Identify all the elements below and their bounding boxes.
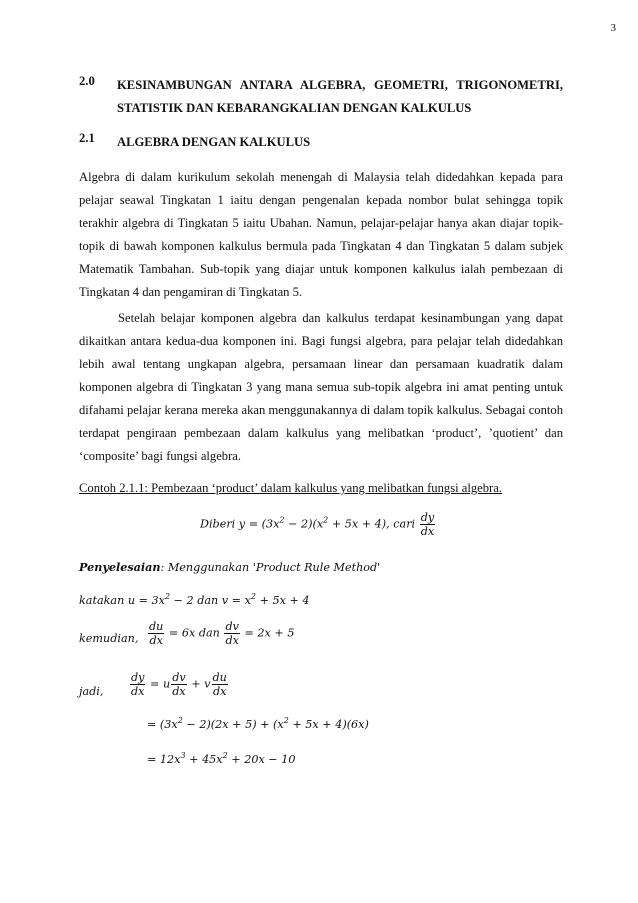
- paragraph-2: Setelah belajar komponen algebra dan kalkulus terdapat kesinambungan yang dapat dikaitkan antara kedua-dua komponen ini. Bagi fungsi algebra, para pelajar telah didedahkan lebih awal tentang ungkapan algebra, persamaan linear dan persamaan kuadratik dalam komponen algebra di Tingkatan 3 yang mana semua sub-topik algebra ini amat penting untuk difahami pelajar kerana mereka akan menggunakannya di dalam topik kalkulus. Sebagai contoh terdapat pengiraan pembezaan dalam kalkulus yang melibatkan ‘product’, ’quotient’ dan ‘composite’ bagi fungsi algebra.: [79, 311, 563, 463]
- fraction-dy-dx: $\frac{dy}{dx}$: [420, 511, 435, 538]
- section-number: 2.0: [79, 74, 95, 88]
- fraction-dv-dx: $\frac{dv}{dx}$: [172, 671, 186, 698]
- let-equation: katakan $u = 3x^2 - 2$ dan $v = x^2 + 5x + 4$: [79, 592, 310, 607]
- section-heading-2-0: [79, 74, 563, 120]
- section-number: 2.1: [79, 131, 95, 145]
- section-heading-2-1: [79, 131, 563, 154]
- then-label: kemudian,: [79, 632, 139, 645]
- solution-line: Penyelesaian: Menggunakan 'Product Rule Method': [79, 560, 381, 574]
- solution-label: Penyelesaian: [79, 560, 161, 574]
- fraction-du-dx: $\frac{du}{dx}$: [149, 620, 164, 647]
- derivatives-equation: $\frac{du}{dx}$ = 6x dan $\frac{dv}{dx}$ = 2x + 5: [149, 620, 295, 647]
- fraction-du-dx: $\frac{du}{dx}$: [212, 671, 227, 698]
- example-title: Contoh 2.1.1: Pembezaan ‘product’ dalam kalkulus yang melibatkan fungsi algebra.: [79, 481, 502, 495]
- so-label: jadi,: [79, 685, 104, 698]
- fraction-dy-dx: $\frac{dy}{dx}$: [131, 671, 145, 698]
- fraction-dv-dx: $\frac{dv}{dx}$: [225, 620, 239, 647]
- product-rule-equation: $\frac{dy}{dx}$ = u $\frac{dv}{dx}$ + v $\frac{du}{dx}$: [131, 671, 227, 698]
- paragraph-1: Algebra di dalam kurikulum sekolah menengah di Malaysia telah didedahkan kepada para pelajar seawal Tingkatan 1 iaitu dengan pengenalan kepada nombor bulat sehingga topik terakhir algebra di Tingkatan 5 iaitu Ubahan. Namun, pelajar-pelajar hanya akan diajar topik-topik di bawah komponen kalkulus bermula pada Tingkatan 4 dan Tingkatan 5 dalam subjek Matematik Tambahan. Sub-topik yang diajar untuk komponen kalkulus ialah pembezaan di Tingkatan 4 dan pengamiran di Tingkatan 5.: [79, 170, 563, 299]
- section-title: KESINAMBUNGAN ANTARA ALGEBRA, GEOMETRI, TRIGONOMETRI, STATISTIK DAN KEBARANGKALIAN DENGAN KALKULUS: [117, 78, 563, 115]
- page-number: 3: [610, 22, 616, 34]
- substitution-step: = $(3x^2 - 2)(2x + 5) + (x^2 + 5x + 4)(6x)$: [147, 716, 369, 731]
- final-result: = $12x^3 + 45x^2 + 20x - 10$: [147, 751, 296, 766]
- section-title: ALGEBRA DENGAN KALKULUS: [117, 135, 311, 149]
- given-equation: Diberi $y = (3x^2 - 2)(x^2 + 5x + 4)$, cari $\frac{dy}{dx}$: [200, 511, 435, 538]
